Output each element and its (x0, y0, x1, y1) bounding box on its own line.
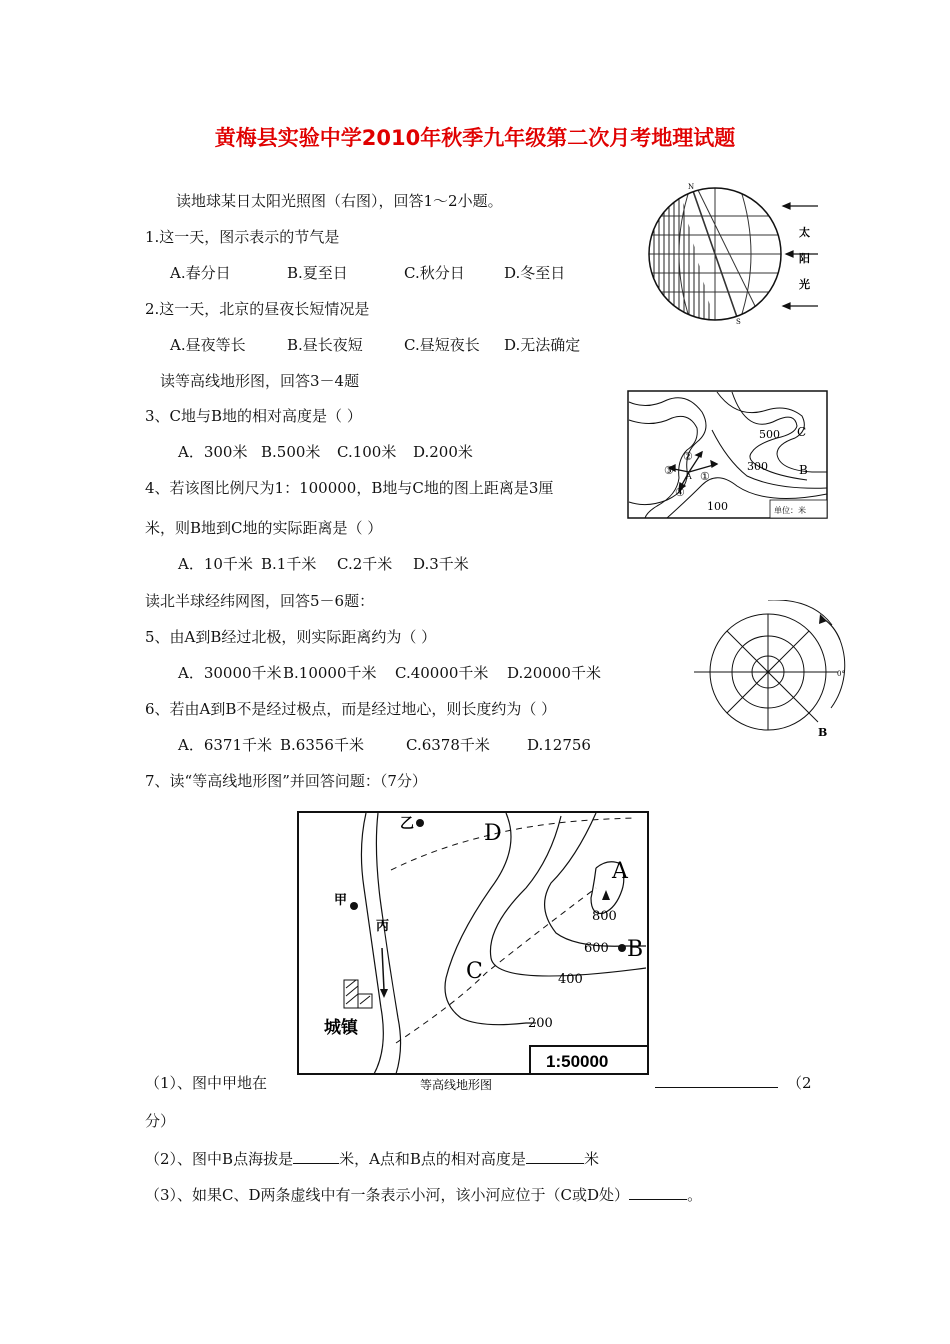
map-caption: 等高线地形图 (420, 1078, 493, 1092)
sunlight-label-3: 光 (799, 278, 810, 291)
q4-stem-line1: 4、若该图比例尺为1：100000，B地与C地的图上距离是3厘 (145, 479, 554, 497)
polar-grid-figure (692, 600, 860, 742)
sub1-text: （1）、图中甲地在 (145, 1074, 268, 1092)
degree-label: 0° (837, 670, 845, 678)
intro-1: 读地球某日太阳光照图（右图），回答1～2小题。 (176, 192, 503, 210)
q6-option-b[interactable]: B.6356千米 (280, 736, 364, 754)
sub2-line (145, 1148, 599, 1169)
q4-options (178, 553, 469, 574)
q1-options (170, 262, 565, 283)
intro-3: 读北半球经纬网图，回答5－6题： (145, 592, 375, 610)
point-bing-label: 丙 (376, 919, 390, 934)
q3-option-d[interactable]: D.200米 (413, 443, 473, 461)
q6-option-c[interactable]: C.6378千米 (406, 736, 490, 754)
q3-option-a[interactable]: A．300米 (178, 443, 248, 461)
unit-label: 单位：米 (774, 506, 806, 515)
q5-option-c[interactable]: C.40000千米 (395, 664, 489, 682)
sub3-part-b: 。 (687, 1186, 703, 1204)
q6-option-d[interactable]: D.12756 (527, 736, 591, 754)
sunlight-globe-figure (638, 178, 823, 328)
south-label: S (736, 318, 741, 326)
q3-option-b[interactable]: B.500米 (261, 443, 321, 461)
point-yi-dot (416, 819, 424, 827)
sub2-part-b: 米，A点和B点的相对高度是 (339, 1150, 526, 1168)
page-title: 黄梅县实验中学2010年秋季九年级第二次月考地理试题 (214, 126, 736, 150)
point-a-label: A (612, 859, 628, 884)
contour-200-label: 200 (528, 1016, 553, 1031)
sub3-blank[interactable] (629, 1185, 687, 1200)
contour-map-small (627, 390, 828, 519)
contour-400-label: 400 (558, 972, 583, 987)
point-b-dot (618, 944, 626, 952)
sub1-tail: （2 (787, 1074, 812, 1092)
q4-option-a[interactable]: A．10千米 (178, 555, 253, 573)
q6-option-a[interactable]: A．6371千米 (178, 736, 273, 754)
point-jia-dot (350, 902, 358, 910)
q7-stem: 7、读“等高线地形图”并回答问题：（7分） (145, 772, 427, 790)
sub2-blank-2[interactable] (526, 1149, 584, 1164)
q4-option-d[interactable]: D.3千米 (413, 555, 469, 573)
line-d-label: D (484, 821, 502, 846)
q3-options (178, 441, 473, 462)
q2-option-d[interactable]: D.无法确定 (504, 336, 581, 354)
q4-option-c[interactable]: C.2千米 (337, 555, 393, 573)
q3-stem: 3、C地与B地的相对高度是（ ） (145, 407, 362, 425)
q1-option-d[interactable]: D.冬至日 (504, 264, 566, 282)
q2-stem: 2.这一天，北京的昼夜长短情况是 (145, 300, 370, 318)
q2-option-c[interactable]: C.昼短夜长 (404, 336, 480, 354)
contour-600-label: 600 (584, 941, 609, 956)
q2-option-a[interactable]: A.昼夜等长 (170, 336, 246, 354)
q5-option-a[interactable]: A．30000千米 (178, 664, 282, 682)
point-a-label: A (686, 472, 692, 481)
sub2-blank-1[interactable] (293, 1149, 339, 1164)
q1-option-c[interactable]: C.秋分日 (404, 264, 465, 282)
q5-stem: 5、由A到B经过北极，则实际距离约为（ ） (145, 628, 437, 646)
contour-500-label: 500 (759, 428, 780, 441)
q5-option-d[interactable]: D.20000千米 (507, 664, 601, 682)
contour-800-label: 800 (592, 909, 617, 924)
q2-option-b[interactable]: B.昼长夜短 (287, 336, 363, 354)
scale-label: 1:50000 (546, 1052, 609, 1071)
sub2-part-c: 米 (583, 1150, 599, 1168)
q1-option-a[interactable]: A.春分日 (170, 264, 231, 282)
point-b-label: B (818, 726, 828, 739)
north-label: N (688, 183, 695, 191)
q6-options (178, 734, 591, 755)
contour-300-label: 300 (747, 460, 768, 473)
circle-1-label: ① (700, 470, 710, 483)
point-yi-label: 乙 (400, 816, 414, 832)
sub1-answer-blank[interactable] (655, 1073, 778, 1088)
q5-options (178, 662, 601, 683)
contour-map-large (296, 808, 651, 1093)
sunlight-label-1: 太 (799, 226, 810, 239)
q5-option-b[interactable]: B.10000千米 (283, 664, 377, 682)
point-b-label: B (627, 937, 644, 962)
sub3-line (145, 1184, 702, 1205)
sub1-tail2: 分） (145, 1112, 176, 1130)
point-c-label: C (797, 425, 807, 439)
contour-100-label: 100 (707, 500, 728, 513)
q3-option-c[interactable]: C.100米 (337, 443, 397, 461)
q1-stem: 1.这一天，图示表示的节气是 (145, 228, 340, 246)
point-jia-label: 甲 (334, 893, 348, 908)
q4-option-b[interactable]: B.1千米 (261, 555, 317, 573)
sunlight-label-2: 阳 (799, 252, 810, 265)
q4-stem-line2: 米，则B地到C地的实际距离是（ ） (145, 519, 383, 537)
circle-4-label: ④ (675, 486, 685, 499)
q6-stem: 6、若由A到B不是经过极点，而是经过地心，则长度约为（ ） (145, 700, 557, 718)
point-b-label: B (799, 463, 808, 477)
q1-option-b[interactable]: B.夏至日 (287, 264, 348, 282)
circle-2-label: ② (683, 450, 693, 463)
intro-2: 读等高线地形图，回答3－4题 (160, 372, 360, 390)
line-c-label: C (466, 959, 483, 984)
sub3-part-a: （3）、如果C、D两条虚线中有一条表示小河，该小河应位于（C或D处） (145, 1186, 630, 1204)
circle-3-label: ③ (664, 464, 674, 477)
sub2-part-a: （2）、图中B点海拔是 (145, 1150, 294, 1168)
q2-options (170, 334, 580, 355)
town-label: 城镇 (324, 1018, 358, 1038)
